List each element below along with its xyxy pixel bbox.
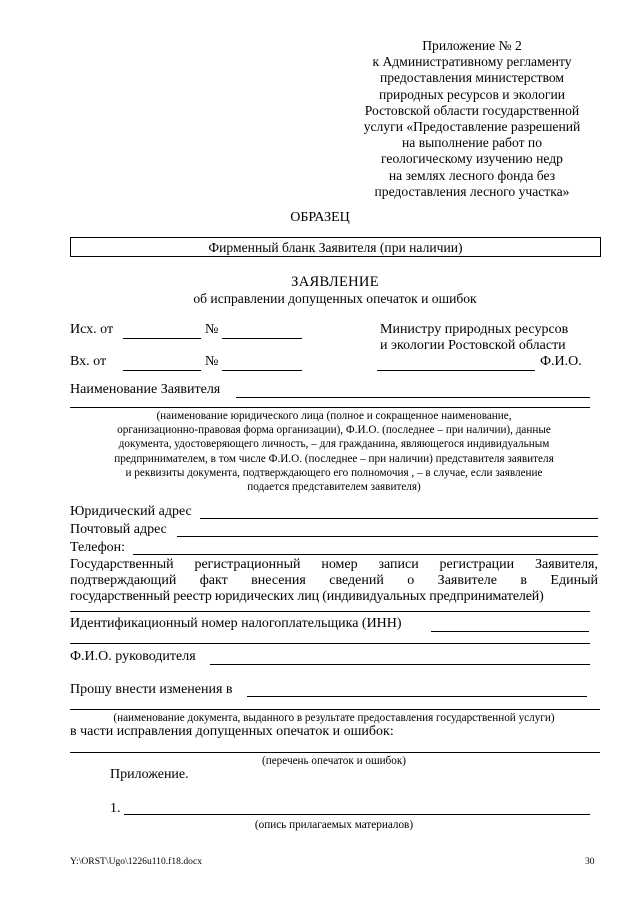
appendix-line: к Административному регламенту: [372, 54, 572, 70]
legal-address-label: Юридический адрес: [70, 504, 192, 519]
attachment-item-number: 1.: [110, 801, 121, 816]
incoming-number-sign: №: [205, 354, 219, 369]
appendix-line: на землях лесного фонда без: [388, 167, 556, 183]
attachment-label: Приложение.: [110, 767, 189, 782]
footer-file-path: Y:\ORST\Ugo\1226u110.f18.docx: [70, 856, 203, 867]
attachment-hint: (опись прилагаемых материалов): [254, 819, 414, 831]
inn-line-2[interactable]: [70, 643, 590, 644]
inn-label: Идентификационный номер налогоплательщика (ИНН): [70, 616, 402, 631]
outgoing-number-line[interactable]: [222, 338, 302, 339]
letterhead-box: Фирменный бланк Заявителя (при наличии): [70, 237, 601, 257]
addressee-fio-line[interactable]: [377, 370, 535, 371]
applicant-line-1[interactable]: [236, 397, 590, 398]
addressee-line2: и экологии Ростовской области: [380, 338, 566, 353]
appendix-line: геологическому изучению недр: [381, 151, 563, 167]
correction-label: в части исправления допущенных опечаток и ошибок:: [70, 724, 394, 739]
incoming-ref-label: Вх. от: [70, 354, 107, 369]
ogrn-line: Государственный регистрационный номер записи регистрации Заявителя,: [70, 557, 598, 572]
addressee-fio-label: Ф.И.О.: [540, 354, 582, 369]
appendix-line: Ростовской области государственной: [364, 102, 580, 118]
phone-line[interactable]: [133, 554, 598, 555]
addressee-line1: Министру природных ресурсов: [380, 322, 569, 337]
applicant-label: Наименование Заявителя: [70, 382, 221, 397]
appendix-line: на выполнение работ по: [402, 135, 542, 151]
appendix-line: предоставления министерством: [379, 70, 565, 86]
outgoing-number-sign: №: [205, 322, 219, 337]
legal-address-line[interactable]: [200, 518, 598, 519]
appendix-line: предоставления лесного участка»: [374, 183, 570, 199]
appendix-header: [340, 38, 604, 200]
attachment-item-line[interactable]: [124, 814, 590, 815]
errors-line[interactable]: [70, 752, 600, 753]
document-title: ЗАЯВЛЕНИЕ: [291, 274, 379, 290]
document-subtitle: об исправлении допущенных опечаток и ошибок: [193, 291, 477, 306]
request-hint: (наименование документа, выданного в результате предоставления государственной услуги): [113, 712, 555, 724]
appendix-line: Приложение № 2: [422, 38, 522, 53]
incoming-number-line[interactable]: [222, 370, 302, 371]
head-fio-label: Ф.И.О. руководителя: [70, 649, 196, 664]
ogrn-line-input[interactable]: [70, 611, 590, 612]
applicant-hint: (наименование юридического лица (полное и сокращенное наименование, организационно-правовая форма организации), Ф.И.О. (последнее – при наличии), данные документа, удостоверяющего личность, – для гражданина, являющегося индивидуальным предпринимателем, в том числе Ф.И.О. (последнее – при наличии) представителя заявителя и реквизиты документа, подтверждающего его полномочия , – в случае, если заявление подается представителем заявителя): [114, 410, 554, 494]
request-line-2[interactable]: [70, 709, 600, 710]
postal-address-label: Почтовый адрес: [70, 522, 167, 537]
ogrn-line: подтверждающий факт внесения сведений о Заявителе в Единый: [70, 573, 598, 588]
phone-label: Телефон:: [70, 540, 126, 555]
head-fio-line[interactable]: [210, 664, 590, 665]
applicant-line-2[interactable]: [70, 407, 590, 408]
outgoing-date-line[interactable]: [123, 338, 201, 339]
outgoing-ref-label: Исх. от: [70, 322, 114, 337]
incoming-date-line[interactable]: [123, 370, 201, 371]
request-label: Прошу внести изменения в: [70, 682, 233, 697]
request-line[interactable]: [247, 696, 587, 697]
ogrn-line: государственный реестр юридических лиц (индивидуальных предпринимателей): [70, 589, 544, 604]
inn-line[interactable]: [431, 631, 589, 632]
appendix-line: услуги «Предоставление разрешений: [363, 119, 581, 135]
sample-label: ОБРАЗЕЦ: [290, 210, 350, 225]
postal-address-line[interactable]: [177, 536, 598, 537]
footer-page-number: 30: [585, 856, 595, 867]
errors-hint: (перечень опечаток и ошибок): [262, 755, 406, 767]
appendix-line: природных ресурсов и экологии: [378, 86, 566, 102]
